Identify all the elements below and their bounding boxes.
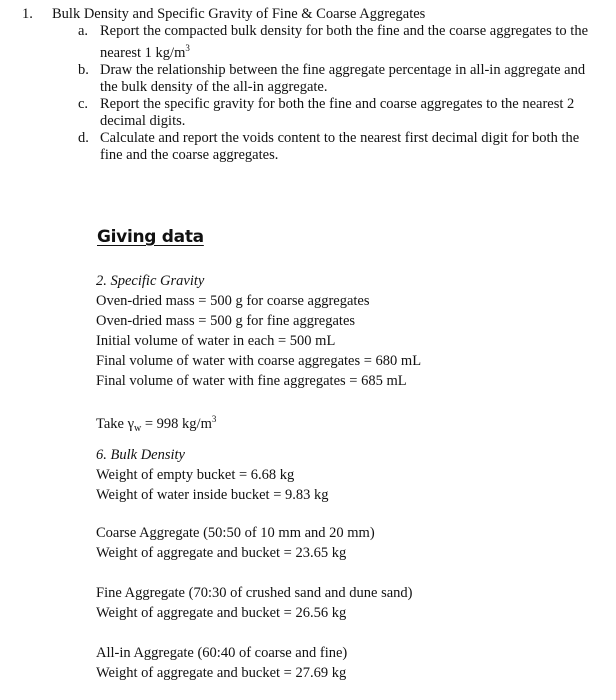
- question-item-a: [78, 23, 600, 62]
- question-number: 1.: [22, 6, 33, 22]
- giving-data-heading: Giving data: [97, 227, 204, 247]
- item-text: Draw the relationship between the fine aggregate percentage in all-in aggregate and the bulk density of the all-in aggregate.: [100, 62, 586, 95]
- sg-line: Oven-dried mass = 500 g for coarse aggregates: [96, 293, 370, 309]
- specific-gravity-section: [96, 271, 596, 391]
- sg-line: Final volume of water with fine aggregates = 685 mL: [96, 373, 407, 389]
- question-title: Bulk Density and Specific Gravity of Fine & Coarse Aggregates: [52, 6, 426, 22]
- fine-aggregate-section: [96, 583, 596, 623]
- bd-line: Weight of empty bucket = 6.68 kg: [96, 467, 295, 483]
- take-value: = 998 kg/m: [141, 416, 212, 432]
- bulk-density-section: [96, 445, 596, 505]
- take-superscript: 3: [211, 414, 217, 424]
- allin-aggregate-section: [96, 643, 596, 683]
- item-superscript: 3: [185, 43, 190, 53]
- coarse-title: Coarse Aggregate (50:50 of 10 mm and 20 mm): [96, 525, 375, 541]
- question-items: [78, 23, 600, 164]
- bulk-density-title: 6. Bulk Density: [96, 447, 185, 463]
- question-item-d: [78, 130, 600, 164]
- coarse-aggregate-section: [96, 523, 596, 563]
- sg-line: Initial volume of water in each = 500 mL: [96, 333, 336, 349]
- question-item-b: [78, 62, 600, 96]
- sg-line: Final volume of water with coarse aggregates = 680 mL: [96, 353, 422, 369]
- allin-title: All-in Aggregate (60:40 of coarse and fine): [96, 645, 348, 661]
- bd-line: Weight of water inside bucket = 9.83 kg: [96, 487, 329, 503]
- item-letter: a.: [78, 23, 89, 39]
- item-letter: b.: [78, 62, 89, 78]
- item-text: Report the compacted bulk density for both the fine and the coarse aggregates to the nearest 1 kg/m: [100, 23, 589, 61]
- take-subscript: w: [134, 423, 142, 434]
- question-heading: [22, 6, 612, 23]
- item-letter: c.: [78, 96, 89, 112]
- coarse-weight: Weight of aggregate and bucket = 23.65 kg: [96, 545, 347, 561]
- fine-title: Fine Aggregate (70:30 of crushed sand and dune sand): [96, 585, 413, 601]
- take-prefix: Take γ: [96, 416, 134, 432]
- sg-line: Oven-dried mass = 500 g for fine aggregates: [96, 313, 356, 329]
- fine-weight: Weight of aggregate and bucket = 26.56 kg: [96, 605, 347, 621]
- allin-weight: Weight of aggregate and bucket = 27.69 kg: [96, 665, 347, 681]
- item-text: Calculate and report the voids content to the nearest first decimal digit for both the fine and the coarse aggregates.: [100, 130, 580, 163]
- item-letter: d.: [78, 130, 89, 146]
- question-item-c: [78, 96, 600, 130]
- take-unit-weight: [96, 409, 596, 434]
- item-text: Report the specific gravity for both the fine and coarse aggregates to the nearest 2 decimal digits.: [100, 96, 575, 129]
- specific-gravity-title: 2. Specific Gravity: [96, 273, 205, 289]
